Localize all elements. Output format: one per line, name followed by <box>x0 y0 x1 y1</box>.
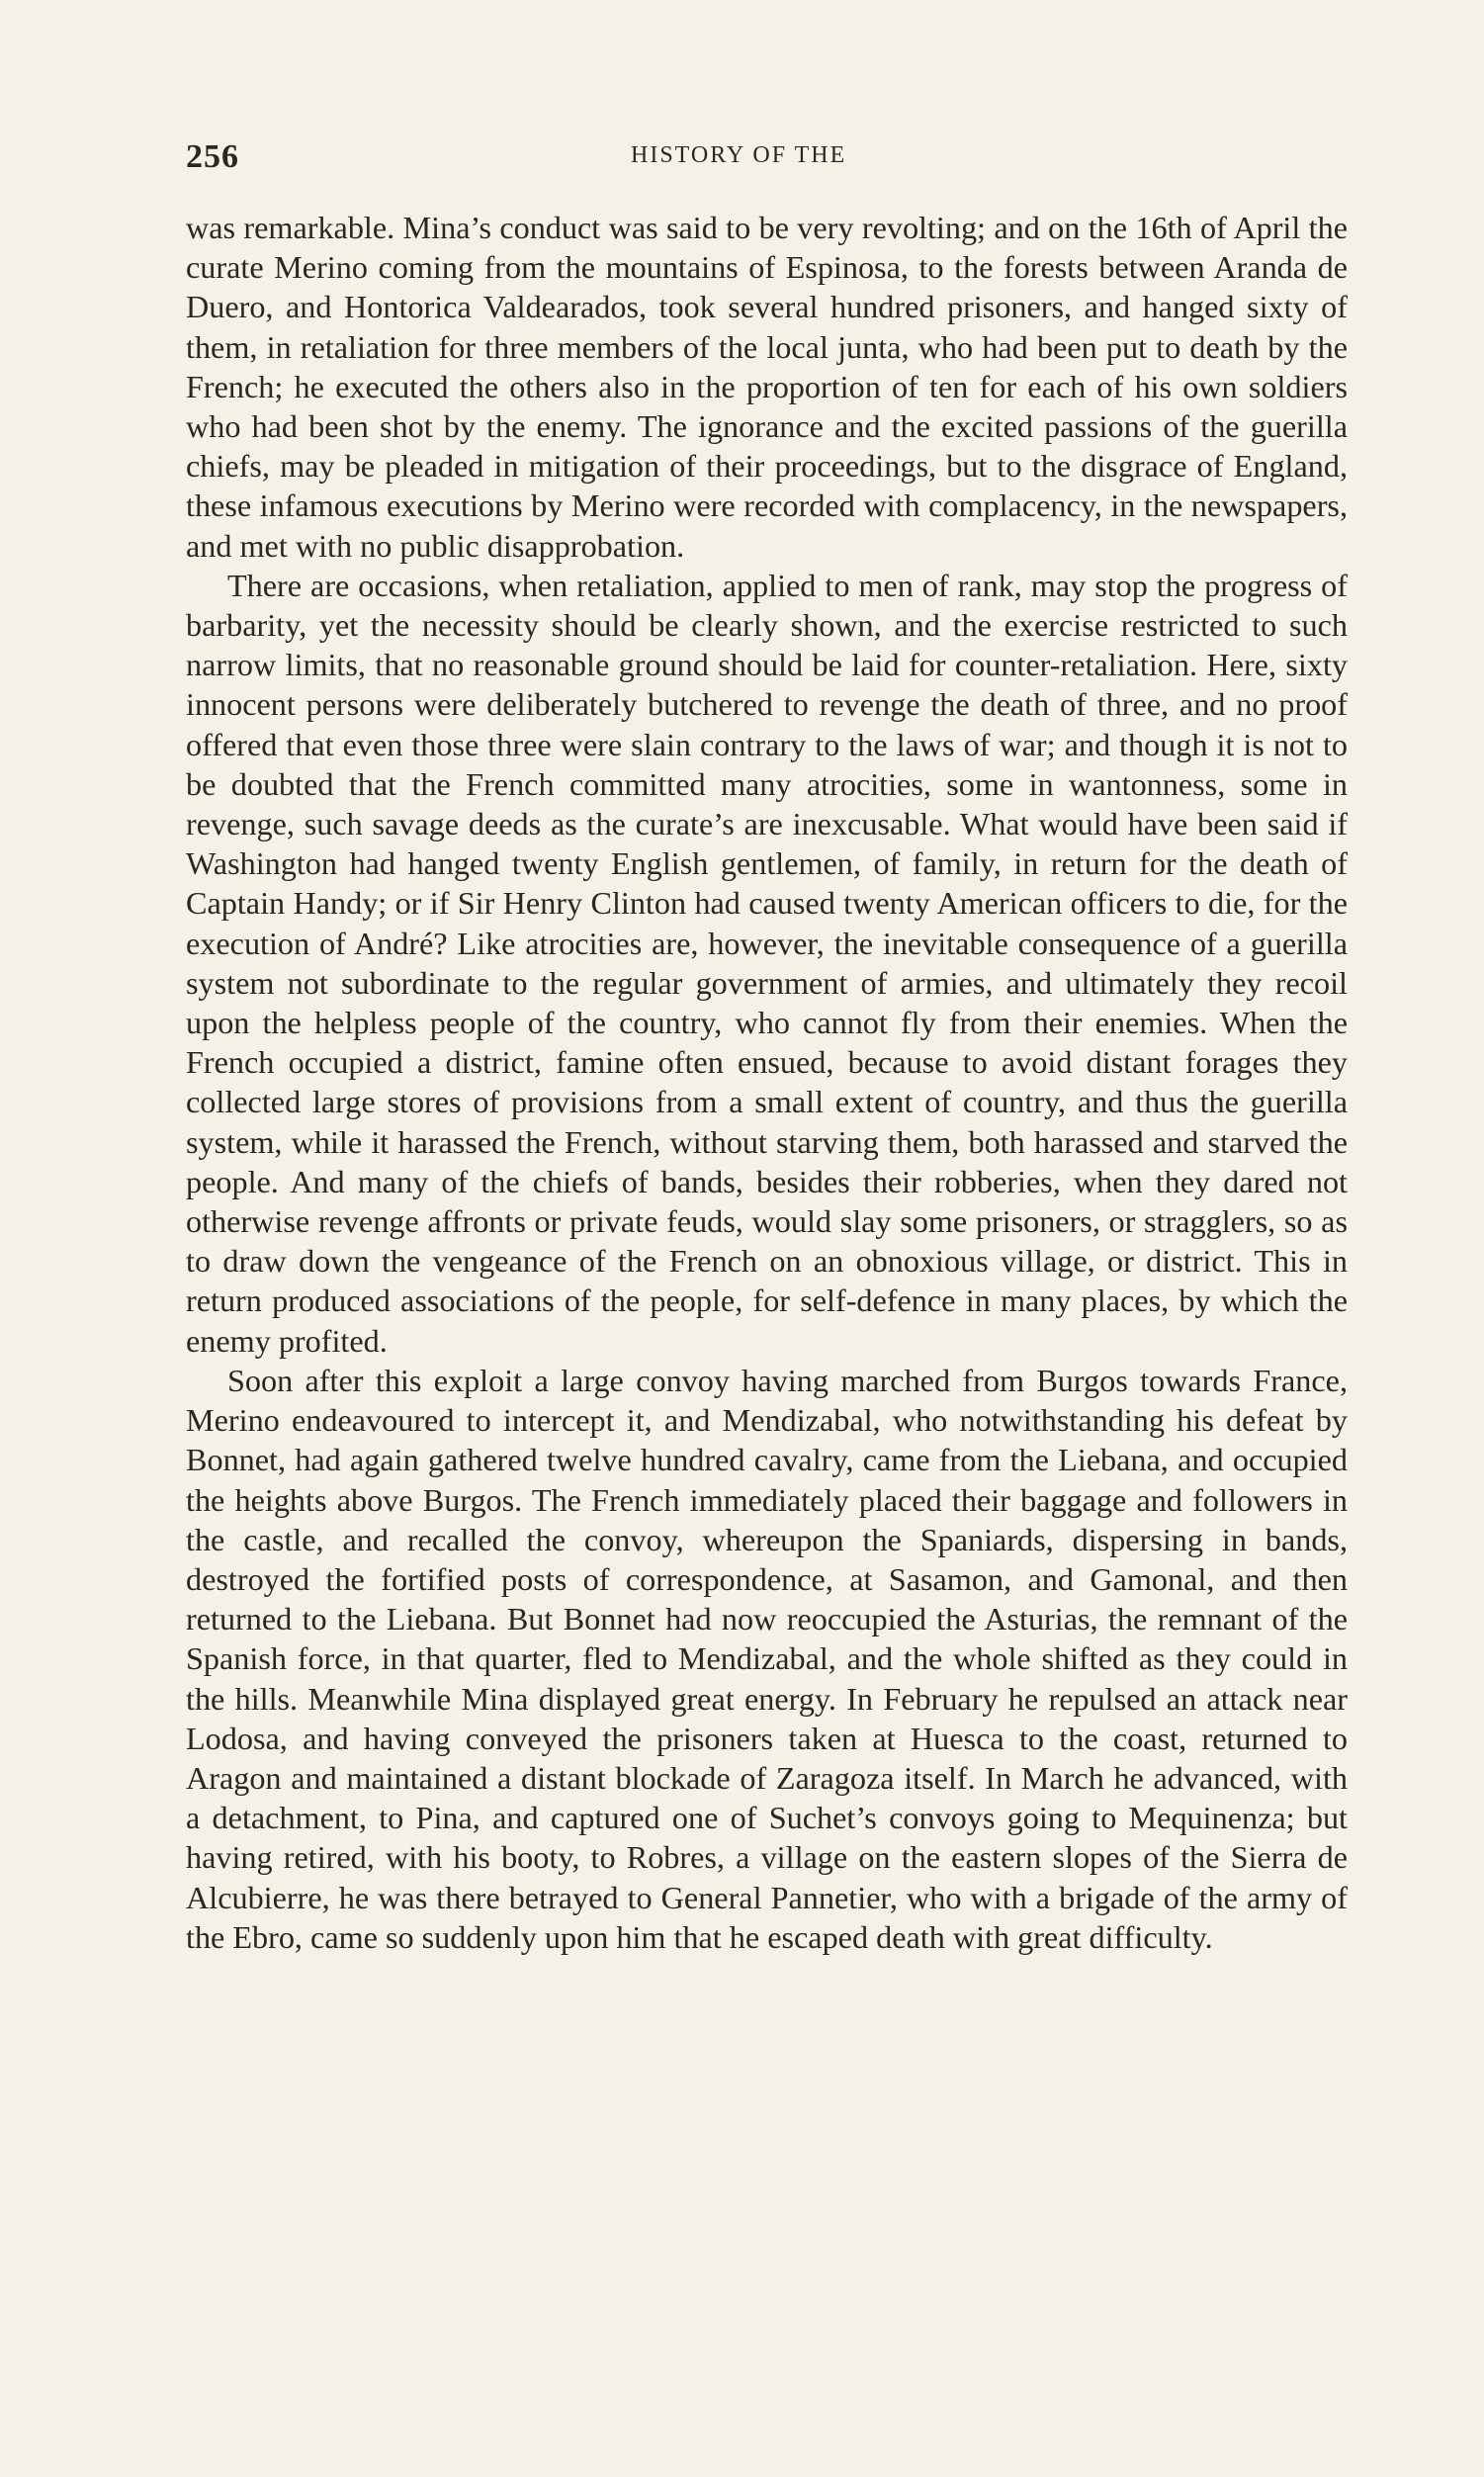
paragraph-1: was remarkable. Mina’s conduct was said to be very revolting; and on the 16th of April the curate Merino coming from the mountains of Espinosa, to the forests between Aranda de Duero, and Hontorica Valdearados, took several hundred prisoners, and hanged sixty of them, in retaliation for three members of the local junta, who had been put to death by the French; he executed the others also in the proportion of ten for each of his own soldiers who had been shot by the enemy. The ignorance and the excited passions of the guerilla chiefs, may be pleaded in mitigation of their proceedings, but to the disgrace of England, these infamous executions by Merino were recorded with complacency, in the newspapers, and met with no public disapprobation. <box>186 210 1348 564</box>
paragraph-2: There are occasions, when retaliation, applied to men of rank, may stop the progress of barbarity, yet the necessity should be clearly shown, and the exercise restricted to such narrow limits, that no reasonable ground should be laid for counter-retaliation. Here, sixty innocent persons were deliberately butchered to revenge the death of three, and no proof offered that even those three were slain contrary to the laws of war; and though it is not to be doubted that the French committed many atrocities, some in wantonness, some in revenge, such savage deeds as the curate’s are inexcusable. What would have been said if Washington had hanged twenty English gentlemen, of family, in return for the death of Captain Handy; or if Sir Henry Clinton had caused twenty American officers to die, for the execution of André? Like atrocities are, however, the inevitable consequence of a guerilla system not subordinate to the regular government of armies, and ultimately they recoil upon the helpless people of the country, who cannot fly from their enemies. When the French occupied a district, famine often ensued, because to avoid distant forages they collected large stores of provisions from a small extent of country, and thus the guerilla system, while it harassed the French, without starving them, both harassed and starved the people. And many of the chiefs of bands, besides their robberies, when they dared not otherwise revenge affronts or private feuds, would slay some prisoners, or stragglers, so as to draw down the vengeance of the French on an obnoxious village, or district. This in return produced associations of the people, for self-defence in many places, by which the enemy profited. <box>186 567 1348 1359</box>
page-number: 256 <box>186 138 239 175</box>
running-head: HISTORY OF THE <box>631 142 847 168</box>
page-header <box>0 138 1484 178</box>
body-text <box>186 208 1348 1957</box>
paragraph-3: Soon after this exploit a large convoy having marched from Burgos towards France, Merino endeavoured to intercept it, and Mendizabal, who notwithstanding his defeat by Bonnet, had again gathered twelve hundred cavalry, came from the Liebana, and occupied the heights above Burgos. The French immediately placed their baggage and followers in the castle, and recalled the convoy, whereupon the Spaniards, dispersing in bands, destroyed the fortified posts of correspondence, at Sasamon, and Gamonal, and then returned to the Liebana. But Bonnet had now reoccupied the Asturias, the remnant of the Spanish force, in that quarter, fled to Mendizabal, and the whole shifted as they could in the hills. Meanwhile Mina displayed great energy. In February he repulsed an attack near Lodosa, and having conveyed the prisoners taken at Huesca to the coast, returned to Aragon and maintained a distant blockade of Zaragoza itself. In March he advanced, with a detachment, to Pina, and captured one of Suchet’s convoys going to Mequinenza; but having retired, with his booty, to Robres, a village on the eastern slopes of the Sierra de Alcubierre, he was there betrayed to General Pannetier, who with a brigade of the army of the Ebro, came so suddenly upon him that he escaped death with great difficulty. <box>186 1362 1348 1955</box>
